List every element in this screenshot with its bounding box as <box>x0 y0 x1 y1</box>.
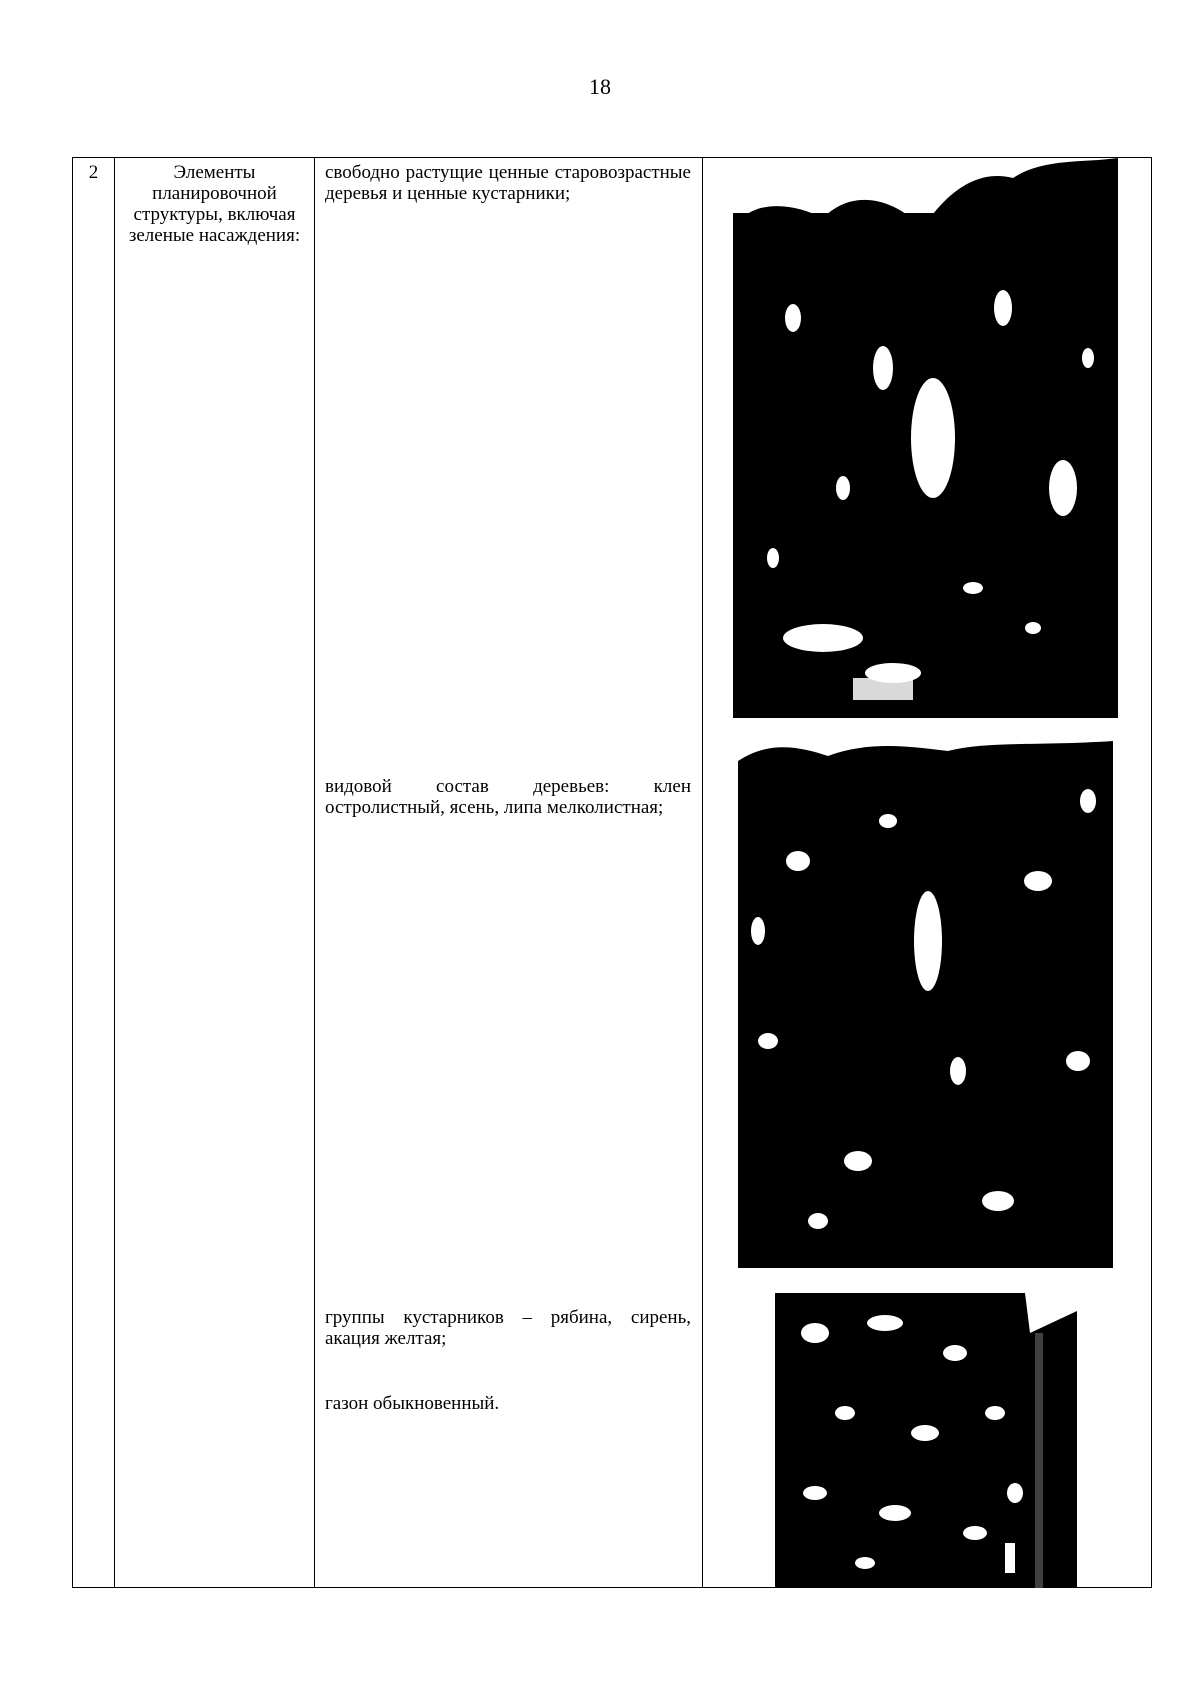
list-item <box>325 162 691 204</box>
tree-canopy-photo-icon <box>733 158 1118 718</box>
item-shrub-groups: группы кустарников – рябина, сирень, акация желтая; <box>325 1307 691 1349</box>
list-item <box>325 1393 691 1414</box>
item-lawn: газон обыкновенный. <box>325 1393 500 1414</box>
row-title: Элементы планировочной структуры, включая зеленые насаждения: <box>115 158 315 1588</box>
item-tree-species: видовой состав деревьев: клен остролистный, ясень, липа мелколистная; <box>325 776 691 818</box>
shrubs-near-building-photo-icon <box>775 1293 1077 1588</box>
page-number: 18 <box>589 74 611 99</box>
list-item <box>325 1307 691 1349</box>
elements-table <box>72 157 1152 1588</box>
table-row <box>73 158 1152 1588</box>
tree-canopy-photo-icon <box>738 741 1113 1268</box>
item-valuable-trees: свободно растущие ценные старовозрастные деревья и ценные кустарники; <box>325 162 691 204</box>
row-number: 2 <box>73 158 115 1588</box>
photo-cell <box>703 158 1152 1588</box>
description-cell <box>315 158 703 1588</box>
list-item <box>325 776 691 818</box>
